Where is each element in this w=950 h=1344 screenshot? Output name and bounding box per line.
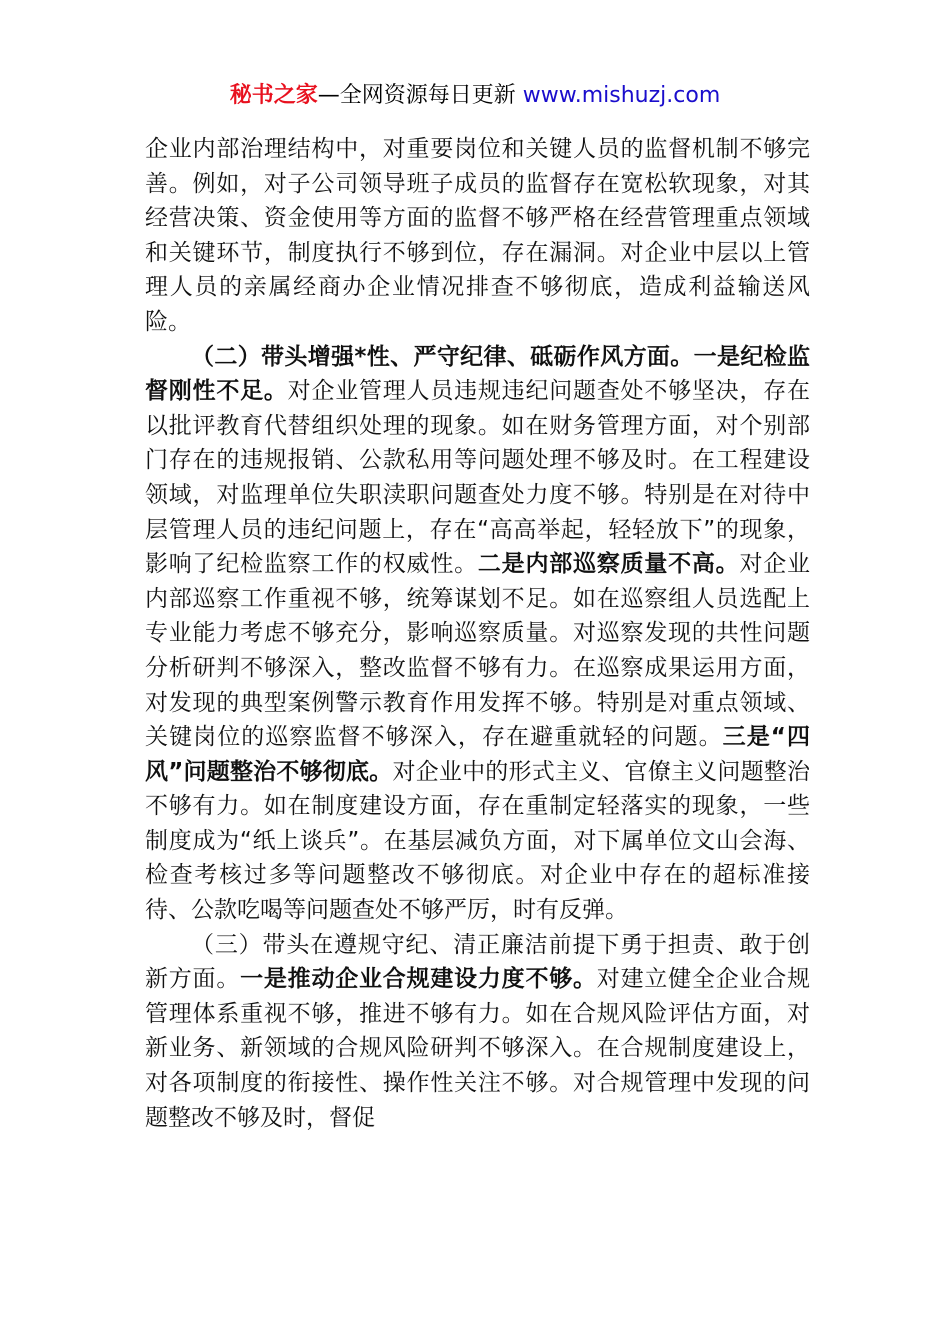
- paragraph: [145, 132, 810, 340]
- body-text: 对企业内部巡察工作重视不够，统筹谋划不足。如在巡察组人员选配上专业能力考虑不够充分，影响巡察质量。对巡察发现的共性问题分析研判不够深入，整改监督不够有力。在巡察成果运用方面，对发现的典型案例警示教育作用发挥不够。特别是对重点领域、关键岗位的巡察监督不够深入，存在避重就轻的问题。: [145, 551, 811, 751]
- bold-text: 二是内部巡察质量不高。: [477, 551, 740, 578]
- brand-name: 秘书之家: [229, 83, 318, 108]
- header-tagline: —全网资源每日更新: [317, 83, 523, 108]
- paragraph: [145, 928, 810, 1136]
- body-text: 对企业中的形式主义、官僚主义问题整治不够有力。如在制度建设方面，存在重制定轻落实的现象，一些制度成为“纸上谈兵”。在基层减负方面，对下属单位文山会海、检查考核过多等问题整改不够彻底。对企业中存在的超标准接待、公款吃喝等问题查处不够严厉，时有反弹。: [145, 758, 811, 924]
- bold-text: 三是“四风”问题整治不够彻底。: [145, 724, 810, 785]
- site-header: [0, 80, 950, 112]
- body-text: 对建立健全企业合规管理体系重视不够，推进不够有力。如在合规风险评估方面，对新业务、新领域的合规风险研判不够深入。在合规制度建设上，对各项制度的衔接性、操作性关注不够。对合规管理中发现的问题整改不够及时，督促: [145, 966, 811, 1131]
- bold-text: 一是纪检监督刚性不足。: [145, 343, 811, 405]
- document-body: [145, 132, 810, 1135]
- body-text: 企业内部治理结构中，对重要岗位和关键人员的监督机制不够完善。例如，对子公司领导班子成员的监督存在宽松软现象，对其经营决策、资金使用等方面的监督不够严格在经营管理重点领域和关键环节，制度执行不够到位，存在漏洞。对企业中层以上管理人员的亲属经商办企业情况排查不够彻底，造成利益输送风险。: [145, 136, 810, 335]
- body-text: （三）带头在遵规守纪、清正廉洁前提下勇于担责、敢于创新方面。: [145, 931, 810, 993]
- body-text: 对企业管理人员违规违纪问题查处不够坚决，存在以批评教育代替组织处理的现象。如在财务管理方面，对个别部门存在的违规报销、公款私用等问题处理不够及时。在工程建设领域，对监理单位失职渎职问题查处力度不够。特别是在对待中层管理人员的违纪问题上，存在“高高举起，轻轻放下”的现象，影响了纪检监察工作的权威性。: [145, 378, 811, 578]
- paragraph: [145, 340, 810, 928]
- bold-text: 一是推动企业合规建设力度不够。: [240, 966, 597, 993]
- bold-text: （二）带头增强*性、严守纪律、砥砺作风方面。: [191, 343, 694, 370]
- site-url[interactable]: www.mishuzj.com: [522, 83, 721, 108]
